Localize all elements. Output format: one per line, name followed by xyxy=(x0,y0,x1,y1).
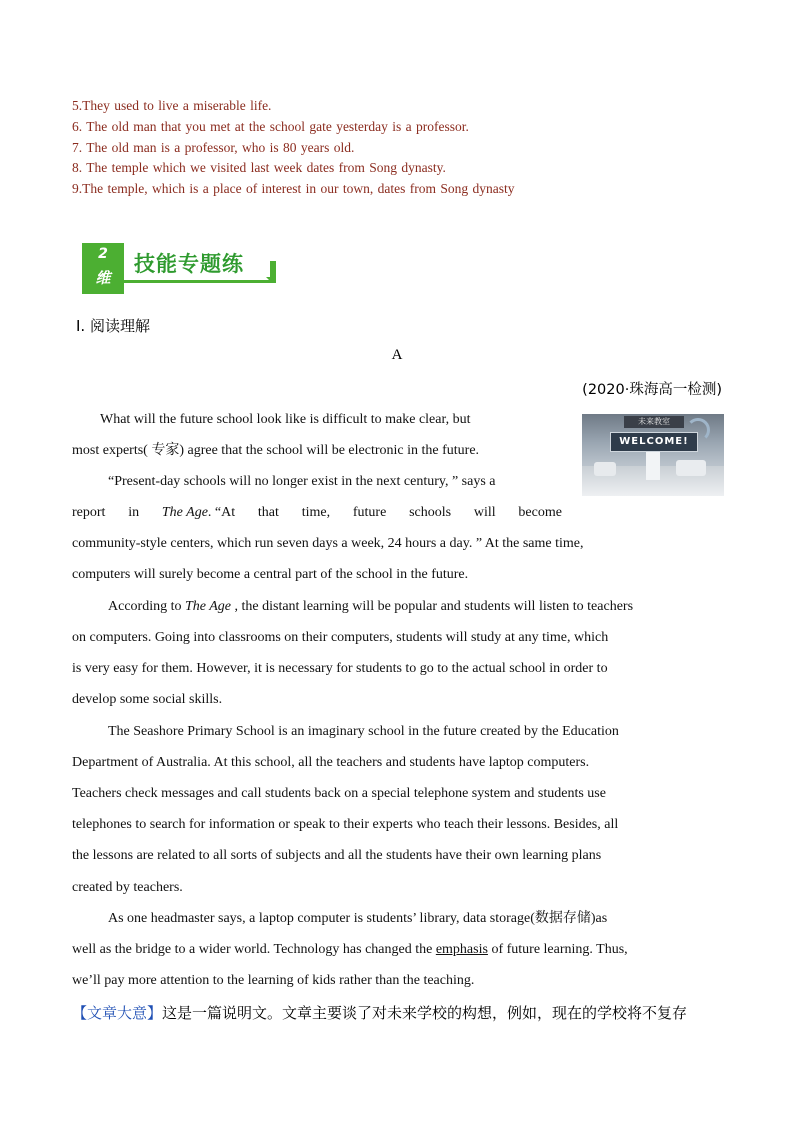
paragraph-line xyxy=(72,503,562,523)
answer-line: 7. The old man is a professor, who is 80 years old. xyxy=(72,139,355,155)
answer-line: 5.They used to live a miserable life. xyxy=(72,98,272,113)
badge-title: 技能专题练 xyxy=(134,252,244,276)
word: schools xyxy=(409,505,452,520)
word: , the distant learning will be popular and students will listen to teachers xyxy=(231,599,634,614)
word: future xyxy=(352,505,387,520)
badge-char: 维 xyxy=(95,269,111,287)
word: well as the bridge to a wider world. Technology has changed the xyxy=(72,942,436,957)
passage-letter: A xyxy=(391,347,403,363)
section-heading: Ⅰ. 阅读理解 xyxy=(76,317,150,335)
word: report xyxy=(72,505,106,520)
source-title xyxy=(162,503,235,523)
paragraph-line: the lessons are related to all sorts of subjects and all the students have their own learning plans xyxy=(72,848,602,863)
paragraph-line: telephones to search for information or speak to their experts who teach their lessons. Besides, all xyxy=(72,817,619,832)
paragraph-line: The Seashore Primary School is an imaginary school in the future created by the Education xyxy=(108,724,619,739)
word: of future learning. Thus, xyxy=(487,942,628,957)
passage-source: (2020·珠海高一检测) xyxy=(582,382,722,398)
answer-line: 6. The old man that you met at the school gate yesterday is a professor. xyxy=(72,118,469,134)
badge-number-box xyxy=(82,243,124,294)
word: . “At xyxy=(207,505,236,520)
word: According to xyxy=(108,599,185,614)
paragraph-line: “Present-day schools will no longer exist in the next century, ” says a xyxy=(108,474,496,489)
paragraph-line xyxy=(72,940,628,960)
section-badge xyxy=(82,243,282,297)
answer-line: 8. The temple which we visited last week dates from Song dynasty. xyxy=(72,160,446,176)
paragraph-line: As one headmaster says, a laptop computer is students’ library, data storage(数据存储)as xyxy=(108,911,608,926)
classroom-photo xyxy=(582,414,724,496)
badge-underline xyxy=(124,280,276,283)
summary-tag: 【文章大意】 xyxy=(72,1004,163,1022)
badge-corner-arrow xyxy=(266,277,272,283)
word: time, xyxy=(301,505,331,520)
answer-line: 9.The temple, which is a place of interest in our town, dates from Song dynasty xyxy=(72,181,515,197)
photo-welcome-sign: WELCOME! xyxy=(610,432,698,452)
photo-desk xyxy=(676,460,706,476)
source-name: The Age xyxy=(184,599,231,614)
paragraph-line: is very easy for them. However, it is necessary for students to go to the actual school in order to xyxy=(72,661,608,676)
paragraph-line: computers will surely become a central part of the school in the future. xyxy=(72,567,469,582)
paragraph-line: on computers. Going into classrooms on their computers, students will study at any time, which xyxy=(72,630,609,645)
paragraph-line: Teachers check messages and call students back on a special telephone system and students use xyxy=(72,786,606,801)
summary-text: 这是一篇说明文。文章主要谈了对未来学校的构想，例如，现在的学校将不复存 xyxy=(162,1004,688,1022)
paragraph-line: created by teachers. xyxy=(72,880,183,895)
word: become xyxy=(518,505,562,520)
photo-desk xyxy=(594,462,616,476)
paragraph-line: develop some social skills. xyxy=(72,692,223,707)
answer-list xyxy=(72,96,732,200)
paragraph-line: community-style centers, which run seven days a week, 24 hours a day. ” At the same time, xyxy=(72,536,584,551)
summary-line xyxy=(72,1002,687,1024)
paragraph-line: Department of Australia. At this school, all the teachers and students have laptop computers. xyxy=(72,755,590,770)
paragraph-line xyxy=(108,597,633,617)
photo-sign: 未来教室 xyxy=(624,416,684,428)
badge-number: 2 xyxy=(98,246,108,262)
photo-pillar xyxy=(646,450,660,480)
paragraph-line: we’ll pay more attention to the learning of kids rather than the teaching. xyxy=(72,973,475,988)
paragraph-line: most experts( 专家) agree that the school will be electronic in the future. xyxy=(72,443,480,458)
source-name: The Age xyxy=(161,505,208,520)
word: that xyxy=(257,505,279,520)
underlined-word: emphasis xyxy=(435,942,488,957)
word: in xyxy=(128,505,140,520)
paragraph-line: What will the future school look like is difficult to make clear, but xyxy=(100,412,471,427)
word: will xyxy=(473,505,496,520)
